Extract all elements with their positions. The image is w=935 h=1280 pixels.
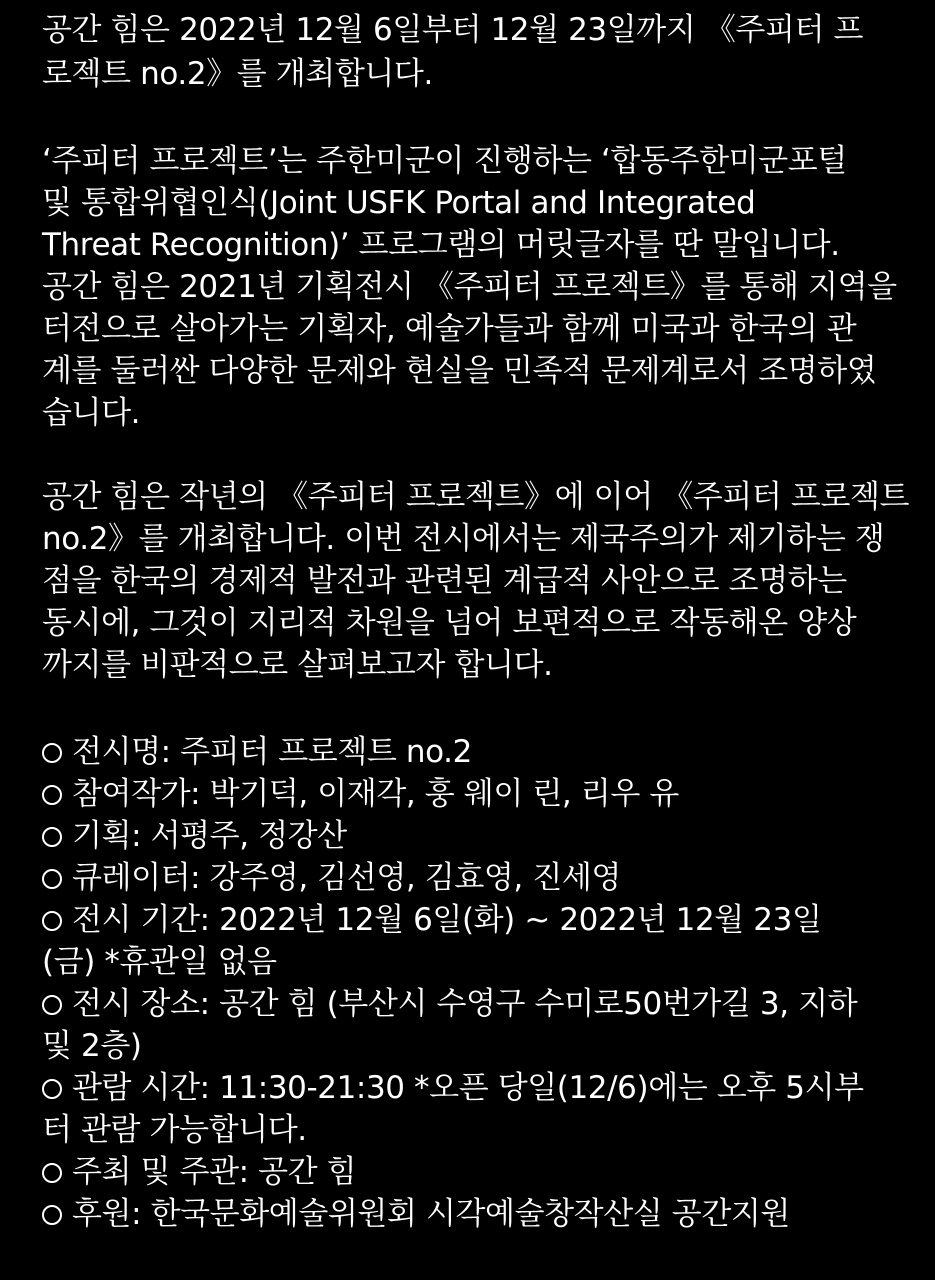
info-item-host <box>42 1151 356 1193</box>
info-item-text: 후원: 한국문화예술위원회 시각예술창작산실 공간지원 <box>72 1196 790 1232</box>
paragraph-2-line-3: Threat Recognition)’ 프로그램의 머릿글자를 딴 말입니다. <box>42 227 840 263</box>
info-item-venue <box>42 983 857 1025</box>
paragraph-3-line-4: 동시에, 그것이 지리적 차원을 넘어 보편적으로 작동해온 양상 <box>42 605 857 641</box>
paragraph-2-line-2: 및 통합위협인식(Joint USFK Portal and Integrated <box>42 185 756 221</box>
paragraph-2-line-5: 터전으로 살아가는 기획자, 예술가들과 함께 미국과 한국의 관 <box>42 311 857 347</box>
info-item-text: 전시 장소: 공간 힘 (부산시 수영구 수미로50번가길 3, 지하 <box>72 986 858 1022</box>
info-item-artists <box>42 773 679 815</box>
info-item-planning <box>42 815 347 857</box>
info-item-text: 주최 및 주관: 공간 힘 <box>72 1154 357 1190</box>
info-item-curators <box>42 857 621 899</box>
paragraph-3-line-1: 공간 힘은 작년의 《주피터 프로젝트》에 이어 《주피터 프로젝트 <box>42 479 910 515</box>
info-item-hours <box>42 1067 864 1109</box>
paragraph-2-line-1: ‘주피터 프로젝트’는 주한미군이 진행하는 ‘합동주한미군포털 <box>42 143 847 179</box>
circle-bullet-icon <box>42 1079 62 1099</box>
paragraph-3-line-5: 까지를 비판적으로 살펴보고자 합니다. <box>42 647 553 683</box>
paragraph-2-line-6: 계를 둘러싼 다양한 문제와 현실을 민족적 문제계로서 조명하였 <box>42 353 877 389</box>
info-item-period-continued: (금) *휴관일 없음 <box>42 944 277 980</box>
paragraph-3-line-2: no.2》를 개최합니다. 이번 전시에서는 제국주의가 제기하는 쟁 <box>42 521 885 557</box>
paragraph-2-line-7: 습니다. <box>42 395 141 431</box>
circle-bullet-icon <box>42 827 62 847</box>
paragraph-2-line-4: 공간 힘은 2021년 기획전시 《주피터 프로젝트》를 통해 지역을 <box>42 269 897 305</box>
info-item-title <box>42 731 472 773</box>
circle-bullet-icon <box>42 1205 62 1225</box>
info-item-text: 전시 기간: 2022년 12월 6일(화) ~ 2022년 12월 23일 <box>72 902 822 938</box>
circle-bullet-icon <box>42 869 62 889</box>
info-item-text: 기획: 서평주, 정강산 <box>72 818 347 854</box>
paragraph-1-line-2: 로젝트 no.2》를 개최합니다. <box>42 56 433 92</box>
info-item-text: 참여작가: 박기덕, 이재각, 훙 웨이 린, 리우 유 <box>72 776 679 812</box>
circle-bullet-icon <box>42 785 62 805</box>
info-item-period <box>42 899 822 941</box>
info-item-sponsor <box>42 1193 790 1235</box>
info-item-text: 큐레이터: 강주영, 김선영, 김효영, 진세영 <box>72 860 621 896</box>
circle-bullet-icon <box>42 1163 62 1183</box>
info-item-text: 관람 시간: 11:30-21:30 *오픈 당일(12/6)에는 오후 5시부 <box>72 1070 864 1106</box>
paragraph-1-line-1: 공간 힘은 2022년 12월 6일부터 12월 23일까지 《주피터 프 <box>42 12 864 48</box>
circle-bullet-icon <box>42 743 62 763</box>
info-item-venue-continued: 및 2층) <box>42 1028 142 1064</box>
paragraph-3-line-3: 점을 한국의 경제적 발전과 관련된 계급적 사안으로 조명하는 <box>42 563 847 599</box>
info-item-text: 전시명: 주피터 프로젝트 no.2 <box>72 734 472 770</box>
info-item-hours-continued: 터 관람 가능합니다. <box>42 1112 307 1148</box>
circle-bullet-icon <box>42 995 62 1015</box>
circle-bullet-icon <box>42 911 62 931</box>
